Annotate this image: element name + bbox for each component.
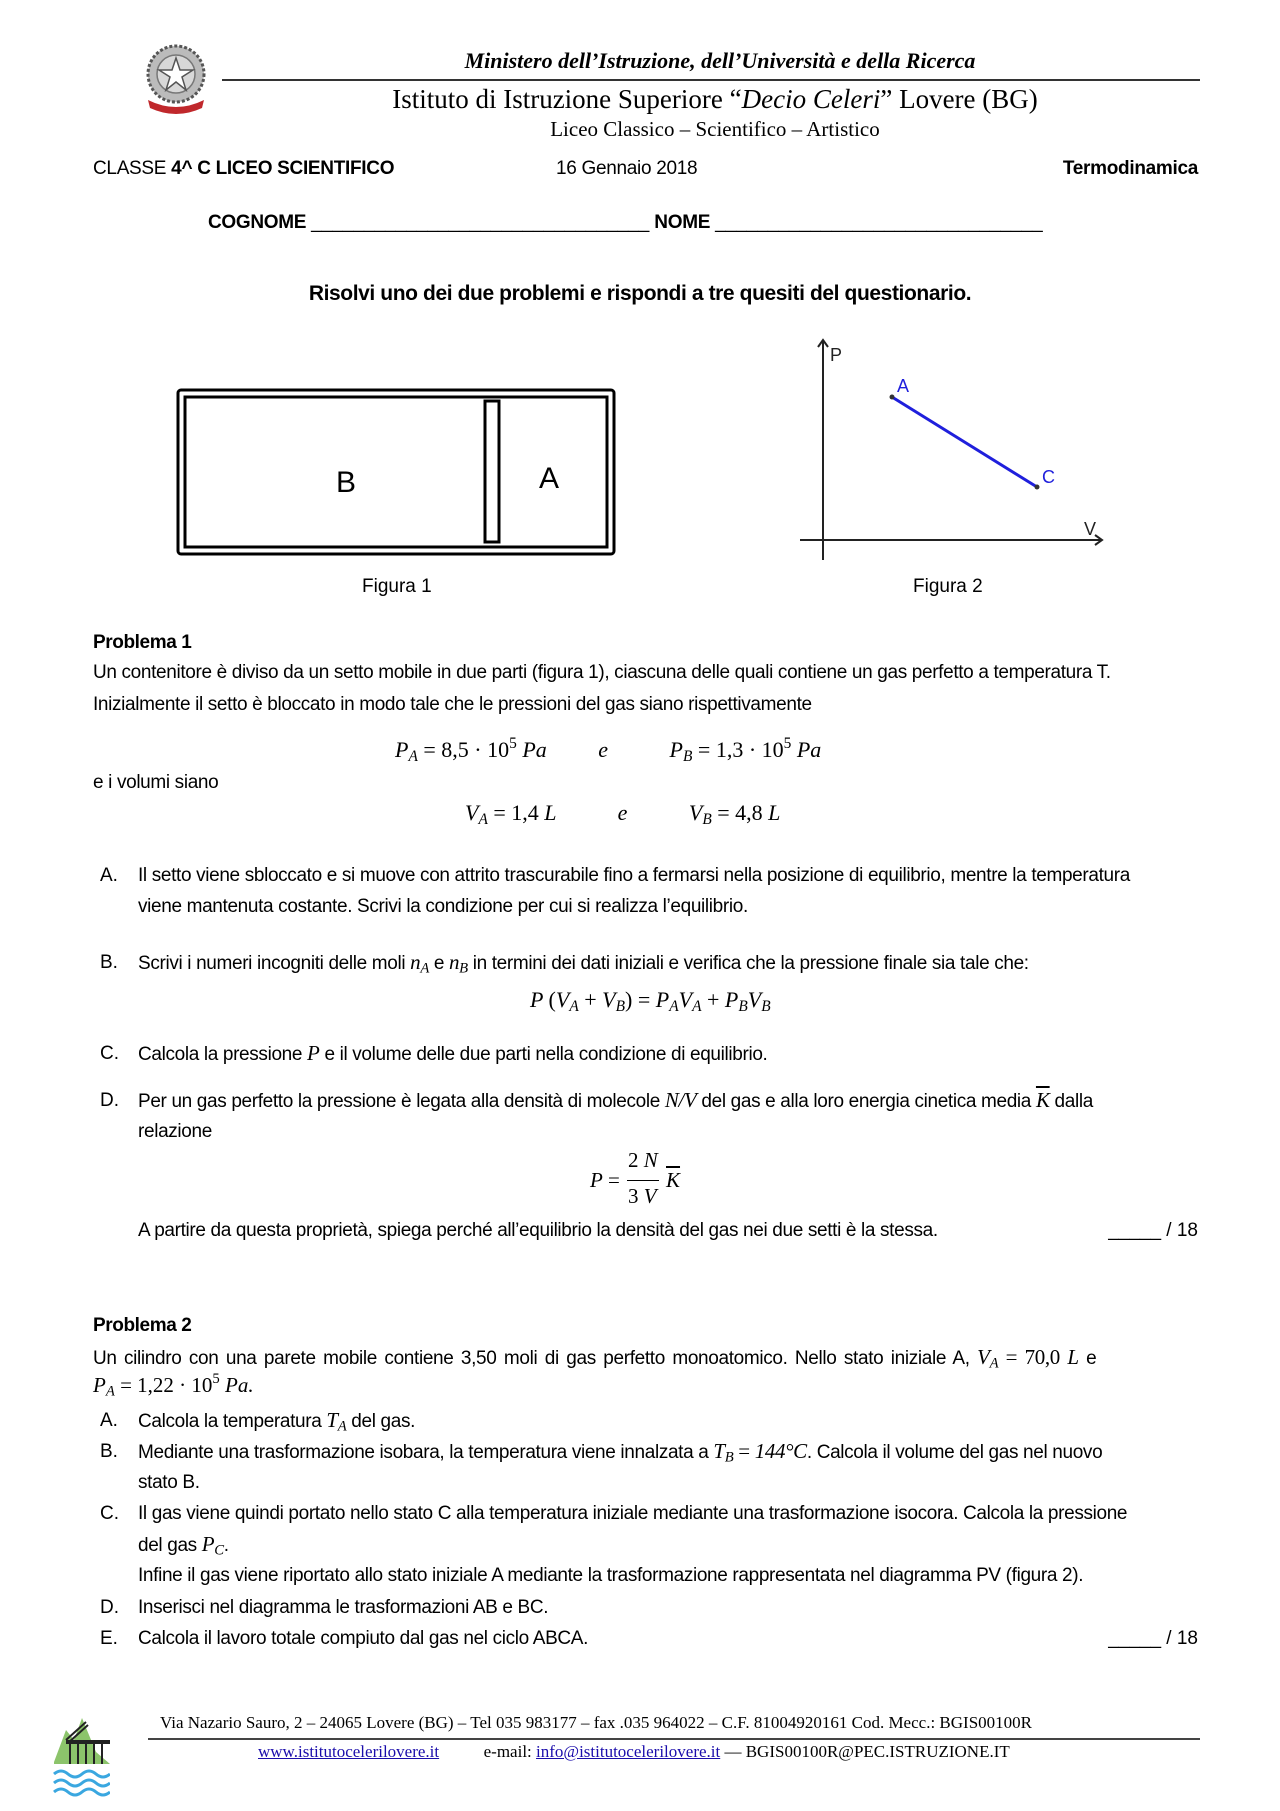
- ministry-title: Ministero dell’Istruzione, dell’Università e della Ricerca: [464, 48, 976, 73]
- p2-item-a-text: Calcola la temperatura $T_A$ del gas.: [138, 1408, 416, 1435]
- svg-text:P: P: [830, 345, 843, 365]
- p2-item-c-letter: C.: [100, 1503, 119, 1524]
- pec-address: — BGIS00100R@PEC.ISTRUZIONE.IT: [724, 1742, 1010, 1761]
- instructions: Risolvi uno dei due problemi e rispondi a tre quesiti del questionario.: [308, 282, 972, 305]
- name-label: NOME: [654, 212, 711, 233]
- footer-contacts: [258, 1742, 1010, 1762]
- figure-1-container-diagram: [176, 388, 616, 556]
- p1-item-d-letter: D.: [100, 1090, 119, 1111]
- footer-address: Via Nazario Sauro, 2 – 24065 Lovere (BG) – Tel 035 983177 – fax .035 964022 – C.F. 81004920161 Cod. Mecc.: BGIS00100R: [160, 1713, 1032, 1732]
- p2-item-c-line3: Infine il gas viene riportato allo stato iniziale A mediante la trasformazione rappresentata nel diagramma PV (figura 2).: [138, 1565, 1084, 1586]
- footer-divider: [148, 1738, 1200, 1740]
- p2-item-b-line1: Mediante una trasformazione isobara, la temperatura viene innalzata a $T_B = 144^\circ C$. Calcola il volume del gas nel nuovo: [138, 1439, 1103, 1466]
- school-logo-mountain-bridge-water-icon: [52, 1712, 110, 1802]
- problem-1-intro-line2: Inizialmente il setto è bloccato in modo tale che le pressioni del gas siano rispettivamente: [93, 694, 812, 715]
- equation-initial-pressures: $P_A = 8,5 \cdot 10^5$ Pa e $P_B = 1,3 \cdot 10^5$ Pa: [395, 734, 822, 765]
- problem-2-intro-line1: Un cilindro con una parete mobile contiene 3,50 moli di gas perfetto monoatomico. Nello stato iniziale A, $V_A = 70,0$ L e: [93, 1345, 1097, 1372]
- svg-text:A: A: [897, 376, 910, 396]
- p2-item-a-letter: A.: [100, 1410, 118, 1431]
- svg-text:C: C: [1042, 467, 1055, 487]
- p2-item-b-line2: stato B.: [138, 1472, 200, 1493]
- svg-text:A: A: [539, 462, 560, 495]
- school-types: Liceo Classico – Scientifico – Artistico: [550, 117, 880, 141]
- equation-final-pressure: P $(V_A + V_B) = P_AV_A + P_BV_B$: [530, 987, 771, 1015]
- website-link[interactable]: www.istitutocelerilovere.it: [258, 1742, 440, 1761]
- p1-item-a-line2: viene mantenuta costante. Scrivi la condizione per cui si realizza l’equilibrio.: [138, 896, 748, 917]
- svg-text:V: V: [1084, 519, 1097, 539]
- p2-item-c-line1: Il gas viene quindi portato nello stato C alla temperatura iniziale mediante una trasformazione isocora. Calcola la pressione: [138, 1503, 1128, 1524]
- p1-item-b-text: Scrivi i numeri incogniti delle moli $n_A$ e $n_B$ in termini dei dati iniziali e verifica che la pressione finale sia tale che:: [138, 950, 1029, 977]
- email-link[interactable]: info@istitutocelerilovere.it: [536, 1742, 721, 1761]
- surname-field[interactable]: ________________________________: [311, 212, 650, 233]
- name-field[interactable]: _______________________________: [715, 212, 1043, 233]
- p2-item-b-letter: B.: [100, 1441, 118, 1462]
- p1-item-d-conclusion: A partire da questa proprietà, spiega perché all’equilibrio la densità del gas nei due setti è la stessa.: [138, 1220, 938, 1241]
- surname-label: COGNOME: [208, 212, 307, 233]
- institute-name: Istituto di Istruzione Superiore “Decio Celeri” Lovere (BG): [392, 84, 1038, 114]
- equation-initial-volumes: $V_A = 1,4$ L e $V_B = 4,8$ L: [465, 800, 781, 828]
- problem-1-score[interactable]: _____ / 18: [1108, 1220, 1198, 1241]
- p1-item-c-text: Calcola la pressione P e il volume delle due parti nella condizione di equilibrio.: [138, 1041, 768, 1065]
- p2-item-c-line2: del gas $P_C$.: [138, 1532, 229, 1559]
- p1-item-a-line1: Il setto viene sbloccato e si muove con attrito trascurabile fino a fermarsi nella posizione di equilibrio, mentre la temperatura: [138, 865, 1130, 886]
- class-label: CLASSE 4^ C LICEO SCIENTIFICO: [93, 158, 395, 179]
- italian-republic-emblem-icon: [140, 40, 212, 120]
- exam-date: 16 Gennaio 2018: [556, 158, 698, 179]
- p1-item-c-letter: C.: [100, 1043, 119, 1064]
- p1-item-d-line2: relazione: [138, 1121, 212, 1142]
- svg-text:B: B: [336, 466, 357, 499]
- email-label: e-mail:: [483, 1742, 532, 1761]
- problem-2-title: Problema 2: [93, 1315, 192, 1336]
- p2-item-d-letter: D.: [100, 1597, 119, 1618]
- p1-item-b-letter: B.: [100, 952, 118, 973]
- exam-subject: Termodinamica: [1062, 158, 1198, 179]
- p1-item-d-line1: Per un gas perfetto la pressione è legata alla densità di molecole N/V del gas e alla loro energia cinetica media $\overline{K}$ dalla: [138, 1088, 1093, 1112]
- student-name-row: [208, 212, 1043, 234]
- p2-item-e-letter: E.: [100, 1628, 118, 1649]
- figure-2-pv-diagram: [790, 335, 1110, 567]
- p2-item-e-text: Calcola il lavoro totale compiuto dal gas nel ciclo ABCA.: [138, 1628, 589, 1649]
- p1-item-a-letter: A.: [100, 865, 118, 886]
- problem-2-initial-pressure: $P_A = 1,22 \cdot 10^5$ Pa.: [93, 1371, 254, 1400]
- volumes-intro: e i volumi siano: [93, 772, 219, 793]
- p2-item-d-text: Inserisci nel diagramma le trasformazioni AB e BC.: [138, 1597, 549, 1618]
- problem-1-intro-line1: Un contenitore è diviso da un setto mobile in due parti (figura 1), ciascuna delle quali contiene un gas perfetto a temperatura T.: [93, 662, 1111, 683]
- problem-2-score[interactable]: _____ / 18: [1108, 1628, 1198, 1649]
- problem-1-title: Problema 1: [93, 632, 192, 653]
- figure-1-caption: Figura 1: [362, 576, 432, 597]
- header-divider: [222, 79, 1200, 81]
- figure-2-caption: Figura 2: [913, 576, 983, 597]
